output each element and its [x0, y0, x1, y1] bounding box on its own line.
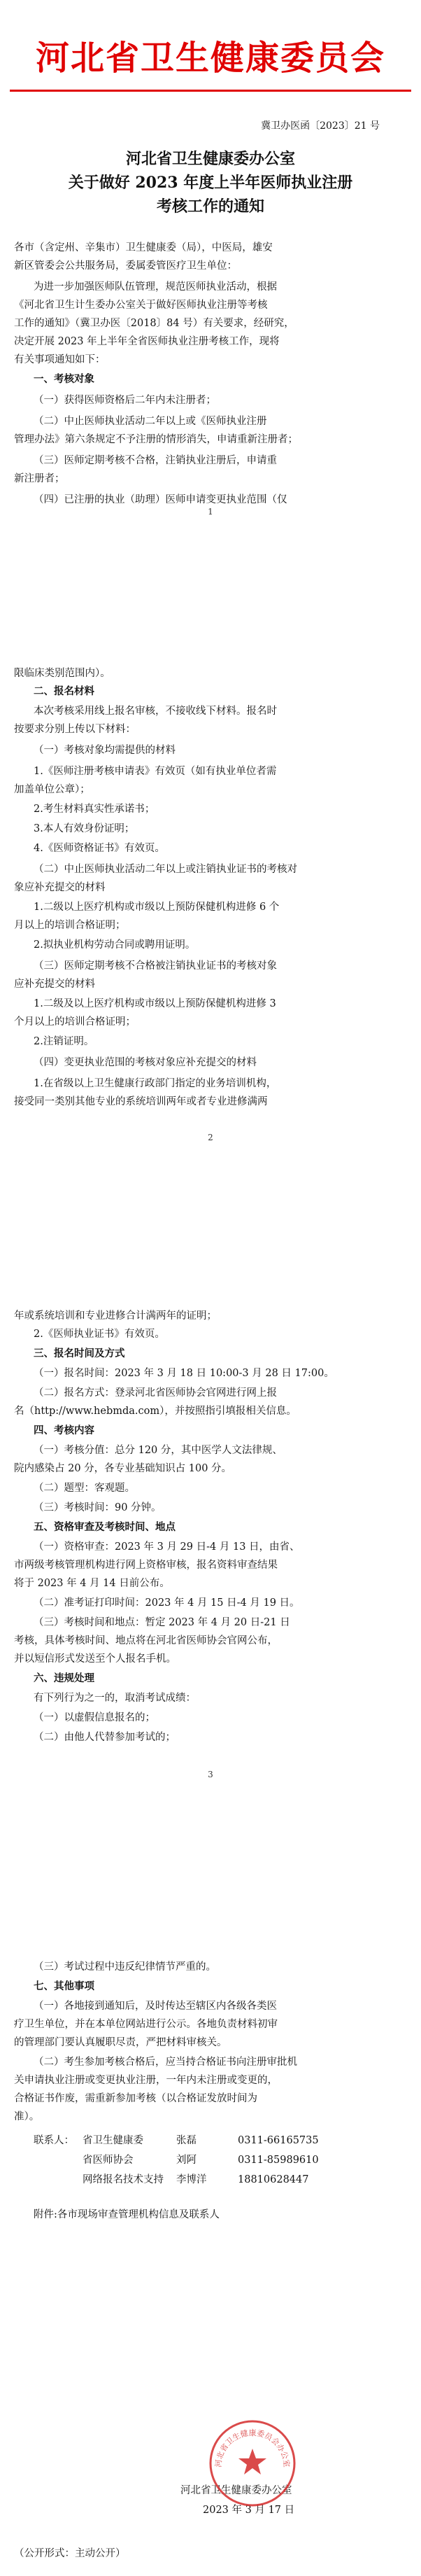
- page-number-1: 1: [208, 507, 213, 517]
- document-title: [0, 147, 421, 218]
- section-3-item-2-line-1: （二）报名方式：登录河北省医师协会官网进行网上报: [34, 1387, 277, 1399]
- intro-line-1: 为进一步加强医师队伍管理，规范医师执业活动，根据: [34, 281, 277, 293]
- section-5-item-1-line-2: 市两级考核管理机构进行网上资格审核，报名资料审查结果: [14, 1560, 278, 1571]
- section-2-intro-line-1: 本次考核采用线上报名审核，不接收线下材料。报名时: [34, 706, 277, 717]
- addressee-line-1: 各市（含定州、辛集市）卫生健康委（局），中医局，雄安: [14, 242, 273, 253]
- attachment-note: 附件:各市现场审查管理机构信息及联系人: [34, 2209, 220, 2220]
- contact-1-phone: 0311-66165735: [238, 2135, 319, 2146]
- section-7-item-1-line-1: （一）各地接到通知后，及时传达至辖区内各级各类医: [34, 2001, 277, 2012]
- section-2-sub-4-item-2: 2.《医师执业证书》有效页。: [34, 1329, 165, 1340]
- contact-2-phone: 0311-85989610: [238, 2155, 319, 2166]
- section-5-item-3-line-2: 考核，具体考核时间、地点将在河北省医师协会官网公布，: [14, 1635, 278, 1646]
- section-2-sub-1: （一）考核对象均需提供的材料: [34, 745, 176, 756]
- section-3-item-2-line-2: 名（http://www.hebmda.com），并按照指引填报相关信息。: [14, 1406, 297, 1417]
- section-2-sub-2-item-1-line-2: 月以上的培训合格证明；: [14, 920, 126, 931]
- page-number-3: 3: [208, 1770, 213, 1779]
- page-number-2: 2: [208, 1133, 213, 1142]
- section-4-item-2: （二）题型：客观题。: [34, 1483, 135, 1494]
- section-3-heading: 三、报名时间及方式: [34, 1348, 125, 1359]
- intro-line-3: 工作的通知》（冀卫办医〔2018〕84 号）有关要求，经研究，: [14, 318, 294, 329]
- section-7-item-2-line-2: 关申请执业注册或变更执业注册，一年内未注册或变更的，: [14, 2075, 278, 2086]
- section-5-item-1-line-3: 将于 2023 年 4 月 14 日前公布。: [14, 1578, 170, 1589]
- section-5-item-2: （二）准考证打印时间：2023 年 4 月 15 日-4 月 19 日。: [34, 1597, 300, 1609]
- section-1-item-3-line-2: 新注册者；: [14, 473, 65, 484]
- section-5-item-1-line-1: （一）资格审查：2023 年 3 月 29 日-4 月 13 日，由省、: [34, 1541, 300, 1553]
- disclosure-footer: （公开形式：主动公开）: [14, 2548, 126, 2559]
- signing-organization: 河北省卫生健康委办公室: [180, 2485, 292, 2496]
- section-2-sub-4-item-1-line-1: 1.在省级以上卫生健康行政部门指定的业务培训机构，: [34, 1078, 277, 1089]
- section-2-sub-4: （四）变更执业范围的考核对象应补充提交的材料: [34, 1057, 257, 1068]
- contact-3-org: 网络报名技术支持: [83, 2174, 164, 2185]
- section-4-item-1-line-2: 院内感染占 20 分，各专业基础知识占 100 分。: [14, 1463, 232, 1474]
- contact-1-name: 张磊: [176, 2135, 197, 2146]
- section-2-sub-4-item-1-line-3: 年或系统培训和专业进修合计满两年的证明；: [14, 1310, 217, 1322]
- letterhead-divider: [10, 90, 411, 92]
- section-2-sub-3-line-1: （三）医师定期考核不合格被注销执业证书的考核对象: [34, 960, 277, 972]
- section-7-item-2-line-1: （二）考生参加考核合格后，应当持合格证书向注册审批机: [34, 2057, 297, 2068]
- page-3: [0, 1287, 421, 1929]
- section-5-item-3-line-1: （三）考核时间和地点：暂定 2023 年 4 月 20 日-21 日: [34, 1617, 290, 1628]
- title-line-2: 关于做好 2023 年度上半年医师执业注册: [68, 174, 353, 192]
- section-7-item-1-line-3: 的管理部门要认真履职尽责，严把材料审核关。: [14, 2037, 227, 2048]
- section-1-heading: 一、考核对象: [34, 373, 94, 385]
- contact-2-name: 刘阿: [176, 2155, 197, 2166]
- section-6-item-2: （二）由他人代替参加考试的；: [34, 1732, 176, 1743]
- section-1-item-2-line-2: 管理办法》第六条规定不予注册的情形消失，申请重新注册者；: [14, 434, 298, 445]
- seal-star-icon: [238, 2449, 266, 2474]
- section-4-item-1-line-1: （一）考核分值：总分 120 分，其中医学人文法律规、: [34, 1445, 283, 1456]
- section-2-sub-1-item-1-line-2: 加盖单位公章）；: [14, 784, 90, 795]
- section-2-sub-4-item-1-line-2: 接受同一类别其他专业的系统培训两年或者专业进修满两: [14, 1096, 268, 1107]
- section-7-item-2-line-3: 合格证书作废，需重新参加考核（以合格证发放时间为: [14, 2093, 257, 2104]
- section-7-item-2-line-4: 准）。: [14, 2111, 40, 2122]
- section-2-intro-line-2: 按要求分别上传以下材料：: [14, 724, 136, 735]
- seal-text: 河北省卫生健康委员会办公室: [213, 2428, 292, 2468]
- section-2-sub-2-line-1: （二）中止医师执业活动二年以上或注销执业证书的考核对: [34, 864, 297, 875]
- contact-2-org: 省医师协会: [83, 2155, 134, 2166]
- section-7-heading: 七、其他事项: [34, 1980, 94, 1992]
- document-number: 冀卫办医函〔2023〕21 号: [261, 120, 380, 132]
- addressee-line-2: 新区管委会公共服务局，委属委管医疗卫生单位：: [14, 260, 237, 272]
- section-1-item-2-line-1: （二）中止医师执业活动二年以上或《医师执业注册: [34, 416, 267, 427]
- section-1-item-1: （一）获得医师资格后二年内未注册者；: [34, 395, 216, 406]
- section-6-heading: 六、违规处理: [34, 1672, 94, 1684]
- intro-line-5: 有关事项通知如下：: [14, 354, 106, 365]
- section-2-sub-1-item-2: 2.考生材料真实性承诺书；: [34, 804, 155, 815]
- contact-3-name: 李博洋: [176, 2174, 207, 2185]
- section-1-item-4-line-1: （四）已注册的执业（助理）医师申请变更执业范围（仅: [34, 494, 287, 505]
- title-line-3: 考核工作的通知: [156, 197, 264, 216]
- contact-1-org: 省卫生健康委: [83, 2135, 143, 2146]
- section-2-sub-2-item-2: 2.拟执业机构劳动合同或聘用证明。: [34, 939, 196, 951]
- section-2-sub-3-line-2: 应补充提交的材料: [14, 979, 95, 990]
- section-5-heading: 五、资格审查及考核时间、地点: [34, 1521, 176, 1533]
- section-1-item-3-line-1: （三）医师定期考核不合格，注销执业注册后，申请重: [34, 455, 277, 466]
- section-4-heading: 四、考核内容: [34, 1424, 94, 1436]
- section-2-sub-1-item-1-line-1: 1.《医师注册考核申请表》有效页（如有执业单位者需: [34, 766, 277, 777]
- intro-line-4: 决定开展 2023 年上半年全省医师执业注册考核工作，现将: [14, 336, 280, 347]
- letterhead-title: 河北省卫生健康委员会: [35, 38, 385, 78]
- page-1: [0, 0, 421, 643]
- section-5-item-3-line-3: 并以短信形式发送至个人报名手机。: [14, 1653, 176, 1665]
- section-1-item-4-line-2: 限临床类别范围内）。: [14, 668, 110, 679]
- contact-3-phone: 18810628447: [238, 2174, 309, 2185]
- section-2-sub-3-item-2: 2.注销证明。: [34, 1036, 94, 1047]
- section-7-item-1-line-2: 疗卫生单位，并在本单位网站进行公示。各地负责材料初审: [14, 2019, 278, 2030]
- section-6-item-1: （一）以虚假信息报名的；: [34, 1712, 155, 1723]
- section-2-sub-2-item-1-line-1: 1.二级以上医疗机构或市级以上预防保健机构进修 6 个: [34, 902, 280, 913]
- section-2-sub-2-line-2: 象应补充提交的材料: [14, 882, 106, 893]
- official-seal: [207, 2418, 298, 2509]
- section-6-intro: 有下列行为之一的，取消考试成绩：: [34, 1693, 196, 1704]
- section-6-item-3: （三）考试过程中违反纪律情节严重的。: [34, 1961, 216, 1973]
- contacts-label: 联系人：: [34, 2135, 74, 2146]
- intro-line-2: 《河北省卫生计生委办公室关于做好医师执业注册等考核: [14, 300, 268, 311]
- section-2-sub-3-item-1-line-1: 1.二级及以上医疗机构或市级以上预防保健机构进修 3: [34, 998, 276, 1009]
- title-line-1: 河北省卫生健康委办公室: [125, 150, 295, 168]
- section-3-item-1: （一）报名时间：2023 年 3 月 18 日 10:00-3 月 28 日 17:00。: [34, 1368, 334, 1379]
- section-2-sub-3-item-1-line-2: 个月以上的培训合格证明；: [14, 1016, 136, 1028]
- section-2-heading: 二、报名材料: [34, 685, 94, 697]
- section-2-sub-1-item-4: 4.《医师资格证书》有效页。: [34, 843, 165, 854]
- signing-date: 2023 年 3 月 17 日: [203, 2505, 295, 2516]
- section-4-item-3: （三）考核时间：90 分钟。: [34, 1502, 162, 1513]
- page-2: [0, 643, 421, 1287]
- section-2-sub-1-item-3: 3.本人有效身份证明；: [34, 823, 135, 834]
